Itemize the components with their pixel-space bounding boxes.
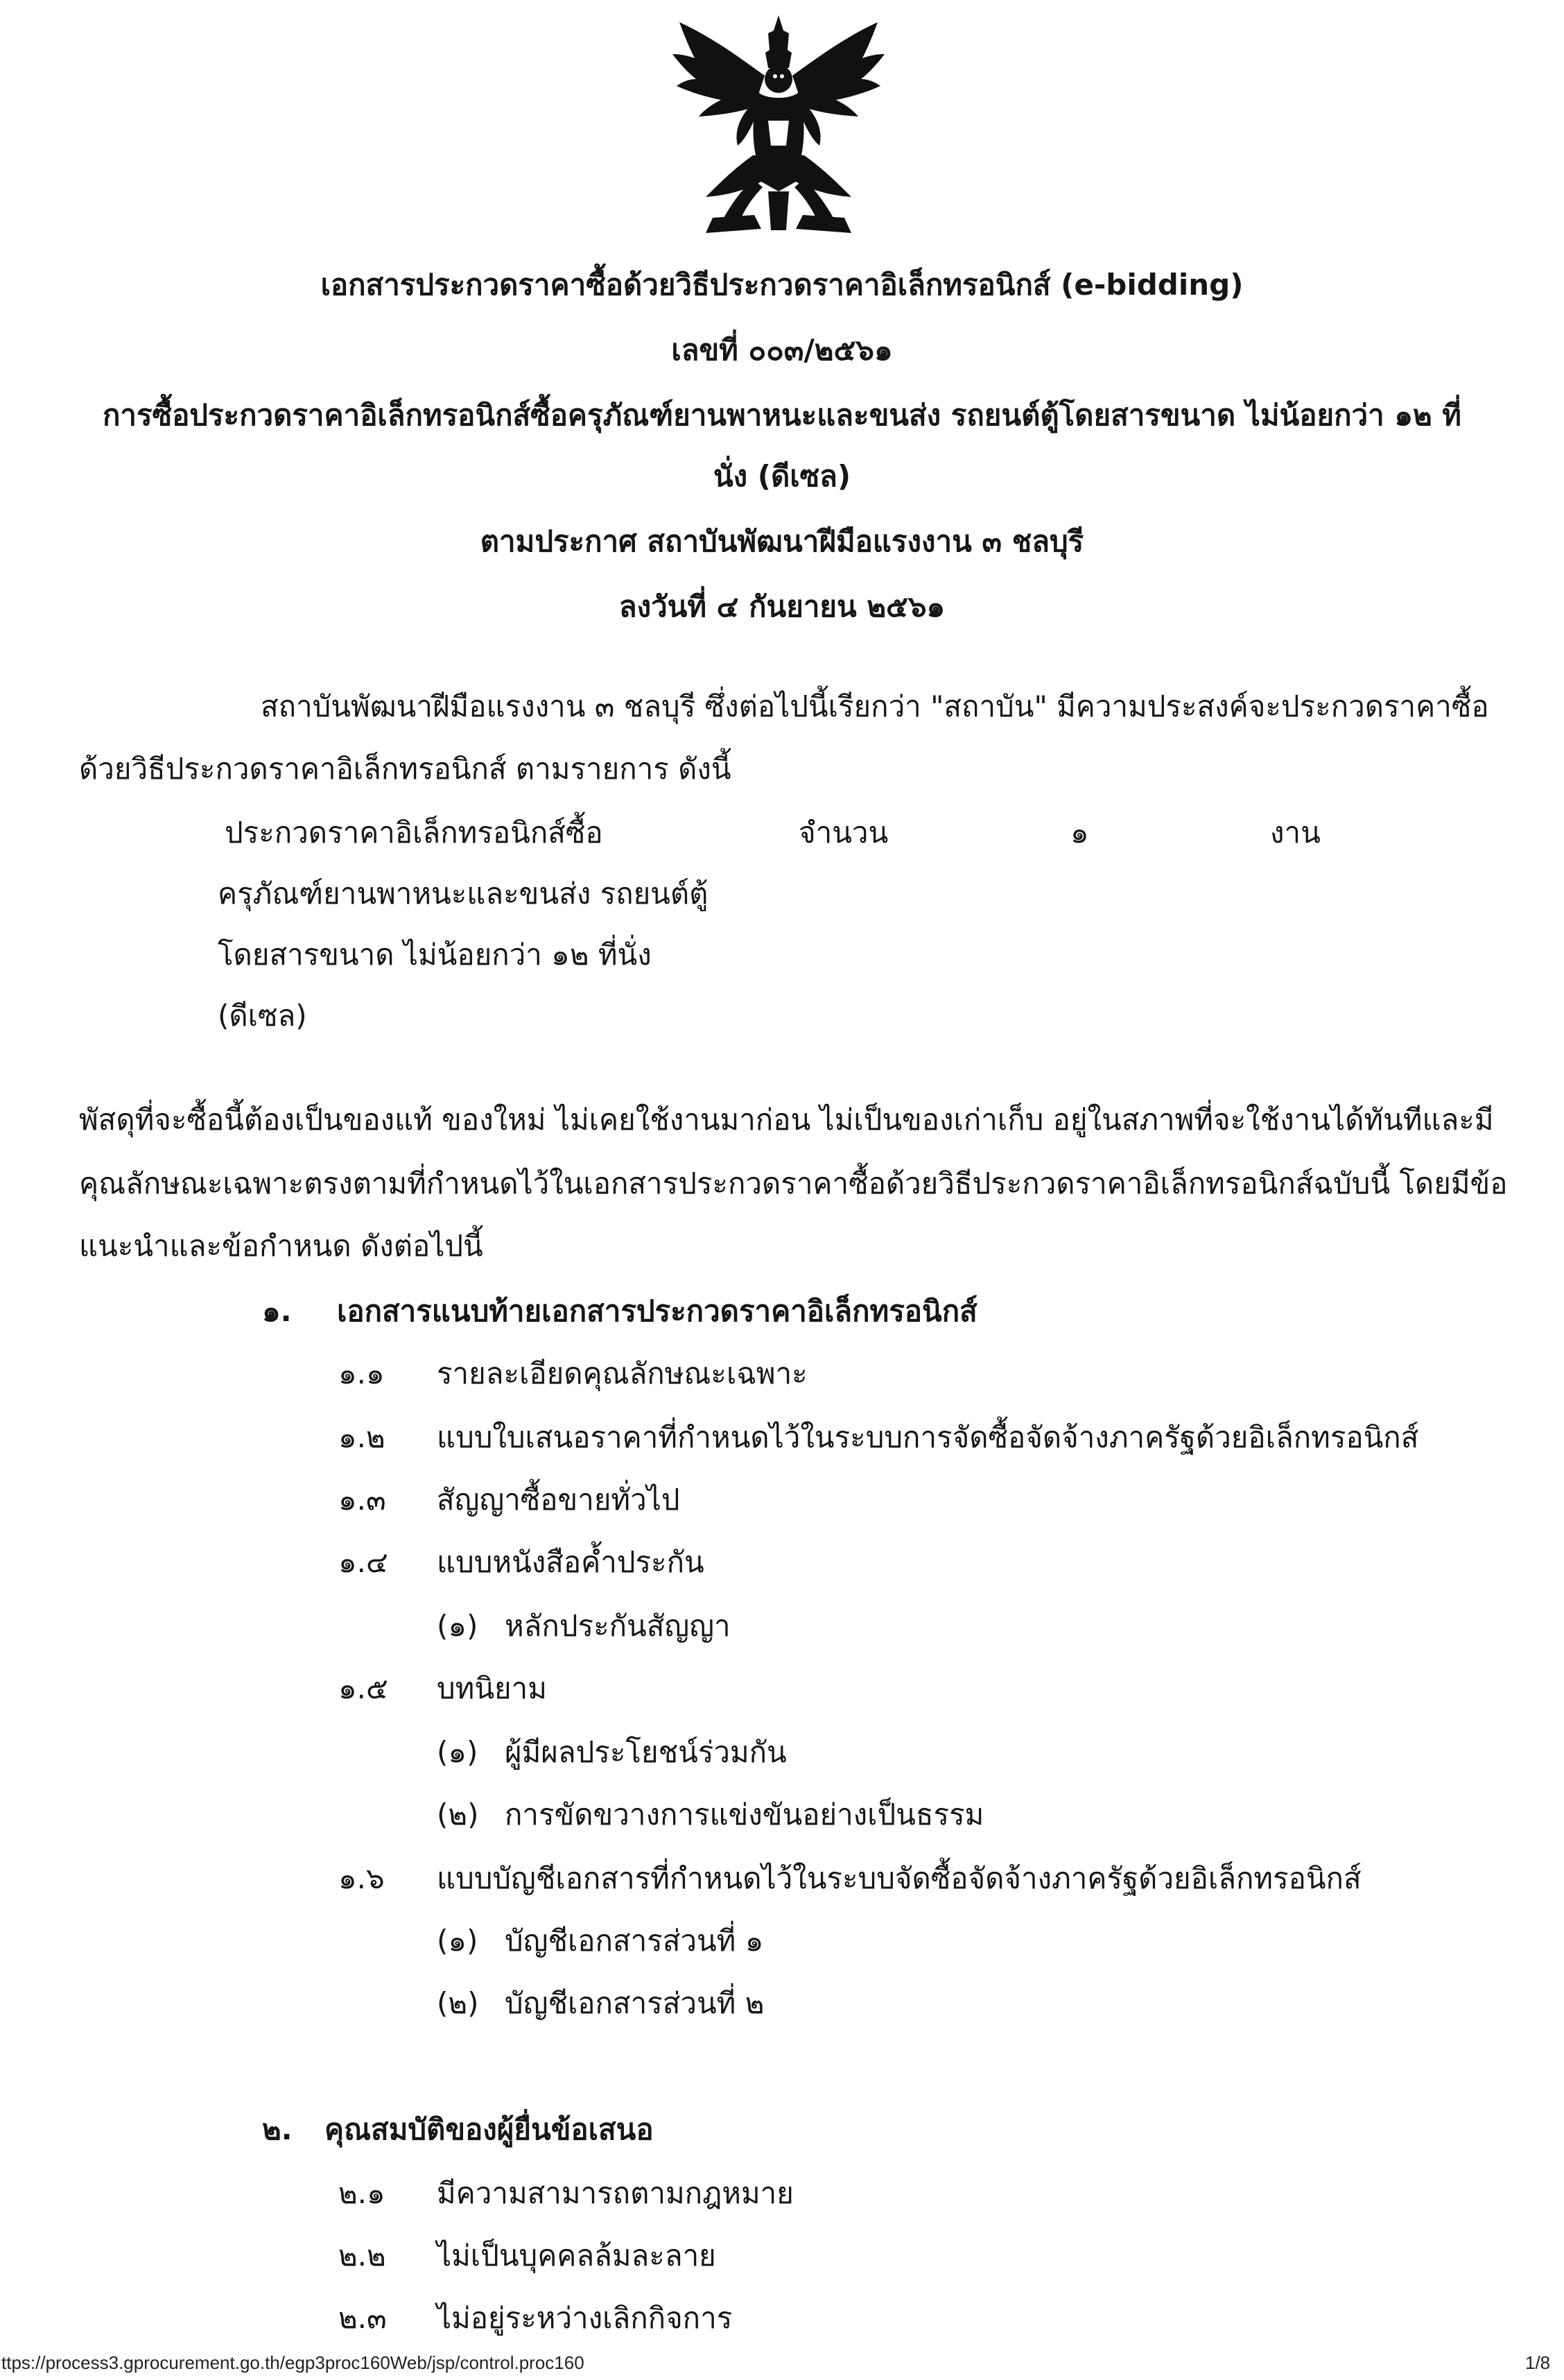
- item-1-1-text: รายละเอียดคุณลักษณะเฉพาะ: [437, 1356, 808, 1390]
- item-1-5-number: ๑.๕: [338, 1671, 388, 1705]
- item-1-4-1-number: (๑): [437, 1609, 478, 1643]
- subject-line-2: นั่ง (ดีเซล): [713, 459, 851, 493]
- item-1-4-1-text: หลักประกันสัญญา: [505, 1609, 731, 1643]
- item-1-2-text: แบบใบเสนอราคาที่กำหนดไว้ในระบบการจัดซื้อจัดจ้างภาครัฐด้วยอิเล็กทรอนิกส์: [437, 1420, 1419, 1454]
- item-1-5-2-text: การขัดขวางการแข่งขันอย่างเป็นธรรม: [505, 1797, 984, 1831]
- item-2-3-text: ไม่อยู่ระหว่างเลิกกิจการ: [437, 2301, 733, 2335]
- footer-url: ttps://process3.gprocurement.go.th/egp3proc160Web/jsp/control.proc160: [1, 2352, 584, 2373]
- announcement-line: ตามประกาศ สถาบันพัฒนาฝีมือแรงงาน ๓ ชลบุรี: [480, 524, 1084, 558]
- item-1-3-number: ๑.๓: [338, 1483, 386, 1517]
- item-1-6-2-number: (๒): [437, 1986, 479, 2020]
- item-1-4-text: แบบหนังสือค้ำประกัน: [437, 1545, 704, 1579]
- para2-line-1: พัสดุที่จะซื้อนี้ต้องเป็นของแท้ ของใหม่ ไม่เคยใช้งานมาก่อน ไม่เป็นของเก่าเก็บ อยู่ในสภาพที่จะใช้งานได้ทันทีและมี: [79, 1103, 1494, 1137]
- item-1-5-1-number: (๑): [437, 1735, 478, 1769]
- section-1-title: เอกสารแนบท้ายเอกสารประกวดราคาอิเล็กทรอนิกส์: [337, 1294, 978, 1328]
- item-1-6-number: ๑.๖: [338, 1861, 385, 1895]
- announcement-date: ลงวันที่ ๔ กันยายน ๒๕๖๑: [618, 589, 946, 623]
- item-description-line-2: ครุภัณฑ์ยานพาหนะและขนส่ง รถยนต์ตู้: [218, 877, 709, 911]
- item-1-5-1-text: ผู้มีผลประโยชน์ร่วมกัน: [505, 1735, 787, 1769]
- subject-line-1: การซื้อประกวดราคาอิเล็กทรอนิกส์ซื้อครุภัณฑ์ยานพาหนะและขนส่ง รถยนต์ตู้โดยสารขนาด ไม่น้อยกว่า ๑๒ ที่: [103, 398, 1461, 432]
- item-quantity-label: จำนวน: [799, 816, 889, 850]
- intro-line-2: ด้วยวิธีประกวดราคาอิเล็กทรอนิกส์ ตามรายการ ดังนี้: [79, 752, 731, 786]
- item-1-6-1-text: บัญชีเอกสารส่วนที่ ๑: [505, 1924, 764, 1958]
- document-number: เลขที่ ๐๐๓/๒๕๖๑: [671, 333, 893, 367]
- item-description-line-3: โดยสารขนาด ไม่น้อยกว่า ๑๒ ที่นั่ง: [218, 938, 652, 972]
- item-1-3-text: สัญญาซื้อขายทั่วไป: [437, 1483, 680, 1517]
- item-1-2-number: ๑.๒: [338, 1420, 385, 1454]
- item-1-5-text: บทนิยาม: [437, 1671, 547, 1705]
- section-1-number: ๑.: [262, 1294, 292, 1328]
- item-2-3-number: ๒.๓: [338, 2301, 387, 2335]
- item-2-1-text: มีความสามารถตามกฎหมาย: [437, 2176, 794, 2210]
- footer-page-number: 1/8: [1525, 2352, 1551, 2373]
- garuda-emblem-icon: [664, 10, 893, 245]
- section-2-title: คุณสมบัติของผู้ยื่นข้อเสนอ: [324, 2112, 654, 2146]
- item-quantity-value: ๑: [1070, 816, 1089, 850]
- intro-line-1: สถาบันพัฒนาฝีมือแรงงาน ๓ ชลบุรี ซึ่งต่อไปนี้เรียกว่า "สถาบัน" มีความประสงค์จะประกวดราคาซื้อ: [261, 689, 1489, 723]
- item-2-1-number: ๒.๑: [338, 2176, 385, 2210]
- para2-line-3: แนะนำและข้อกำหนด ดังต่อไปนี้: [79, 1229, 483, 1263]
- item-description-line-4: (ดีเซล): [218, 999, 307, 1033]
- item-unit: งาน: [1270, 816, 1321, 850]
- para2-line-2: คุณลักษณะเฉพาะตรงตามที่กำหนดไว้ในเอกสารประกวดราคาซื้อด้วยวิธีประกวดราคาอิเล็กทรอนิกส์ฉบับนี้ โดยมีข้อ: [79, 1166, 1508, 1200]
- item-1-6-text: แบบบัญชีเอกสารที่กำหนดไว้ในระบบจัดซื้อจัดจ้างภาครัฐด้วยอิเล็กทรอนิกส์: [437, 1861, 1362, 1895]
- item-1-6-1-number: (๑): [437, 1924, 478, 1958]
- section-2-number: ๒.: [262, 2112, 293, 2146]
- document-title: เอกสารประกวดราคาซื้อด้วยวิธีประกวดราคาอิเล็กทรอนิกส์ (e-bidding): [320, 268, 1244, 302]
- item-1-1-number: ๑.๑: [338, 1356, 385, 1390]
- item-description-line-1: ประกวดราคาอิเล็กทรอนิกส์ซื้อ: [225, 816, 603, 850]
- item-1-4-number: ๑.๔: [338, 1545, 388, 1579]
- item-1-6-2-text: บัญชีเอกสารส่วนที่ ๒: [505, 1986, 765, 2020]
- item-2-2-text: ไม่เป็นบุคคลล้มละลาย: [437, 2239, 716, 2273]
- item-1-5-2-number: (๒): [437, 1797, 479, 1831]
- item-2-2-number: ๒.๒: [338, 2239, 386, 2273]
